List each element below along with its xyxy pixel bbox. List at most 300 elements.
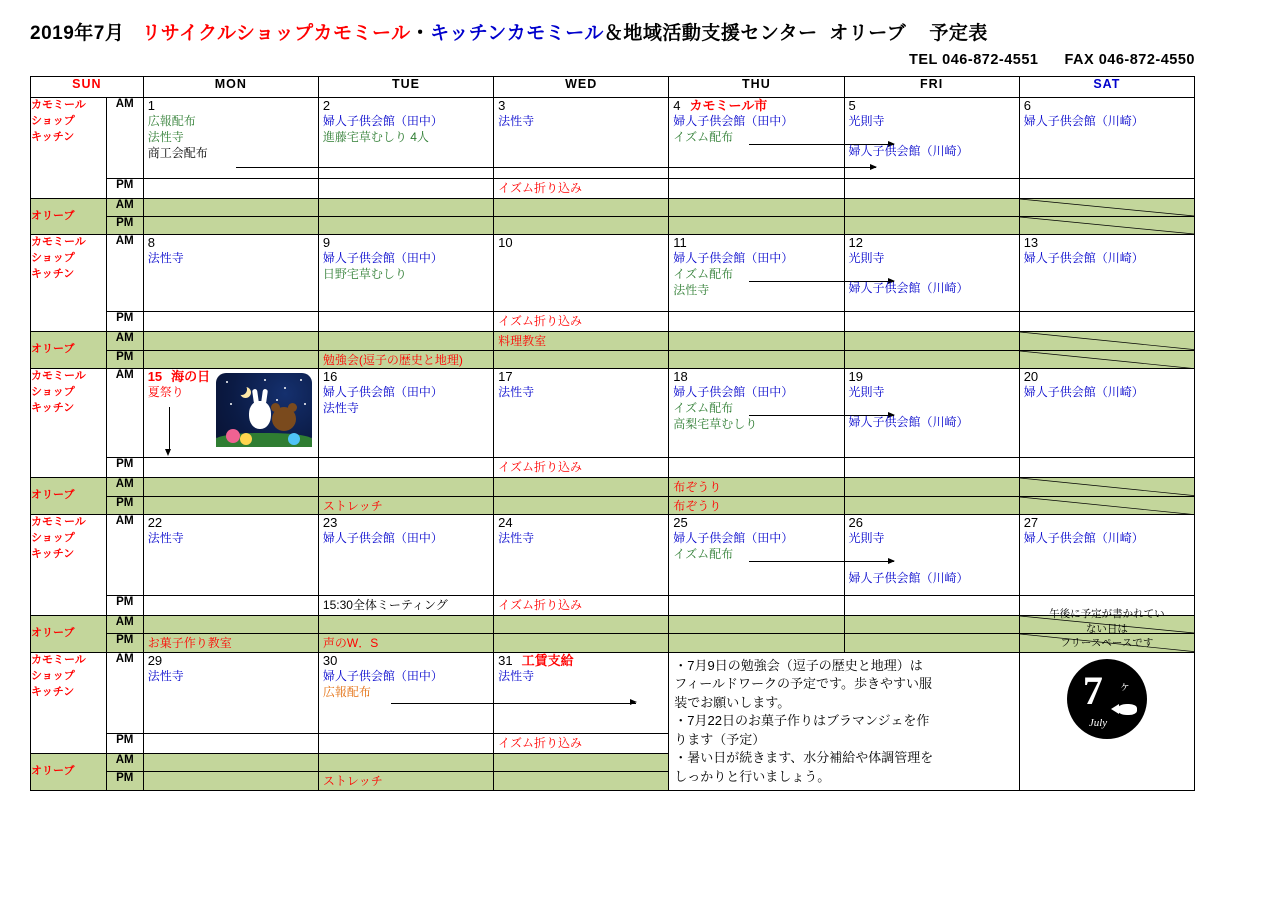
bear-icon bbox=[272, 407, 296, 431]
pm-cell bbox=[318, 733, 493, 753]
day-number: 5 bbox=[848, 98, 856, 113]
event-item bbox=[494, 772, 668, 774]
ampm-am: AM bbox=[106, 515, 143, 596]
event-item bbox=[845, 312, 1019, 314]
event-item bbox=[319, 478, 493, 480]
day-number: 11 bbox=[673, 235, 687, 250]
olive-cell bbox=[844, 199, 1019, 217]
event-item: 婦人子供会館（田中） bbox=[322, 250, 443, 265]
event-item: イズム折り込み bbox=[498, 598, 582, 613]
event-list bbox=[845, 114, 1019, 160]
event-item: イズム折り込み bbox=[498, 314, 582, 328]
ampm-pm: PM bbox=[106, 496, 143, 515]
olive-cell bbox=[143, 616, 318, 634]
pm-cell bbox=[669, 596, 844, 616]
ampm-pm: PM bbox=[106, 217, 143, 235]
ampm-pm: PM bbox=[106, 771, 143, 790]
day-cell-9 bbox=[318, 235, 493, 312]
schedule-table bbox=[30, 76, 1195, 791]
event-item bbox=[669, 351, 843, 353]
event-item: 婦人子供会館（川崎） bbox=[1023, 250, 1144, 265]
day-cell-19 bbox=[844, 369, 1019, 458]
day-number: 24 bbox=[498, 515, 513, 531]
column-header-sat: SAT bbox=[1019, 77, 1194, 98]
olive-cell-unavailable bbox=[1019, 332, 1194, 351]
event-item bbox=[845, 634, 1019, 636]
event-item: イズム配布 bbox=[673, 547, 734, 562]
day-number: 30 bbox=[322, 652, 338, 668]
event-item bbox=[669, 312, 843, 314]
olive-cell bbox=[844, 616, 1019, 634]
day-number: 9 bbox=[322, 235, 331, 250]
event-item bbox=[494, 497, 668, 499]
july-badge-panel bbox=[1019, 607, 1194, 790]
olive-cell bbox=[844, 332, 1019, 351]
day-number: 19 bbox=[848, 369, 863, 385]
day-number-value: 4 bbox=[673, 98, 681, 113]
ampm-am: AM bbox=[106, 616, 143, 634]
event-item: ストレッチ bbox=[322, 773, 383, 788]
event-item bbox=[1020, 458, 1194, 460]
ampm-pm: PM bbox=[106, 458, 143, 478]
pm-cell bbox=[494, 596, 669, 616]
day-number-value: 15 bbox=[147, 369, 163, 385]
day-number: 27 bbox=[1023, 515, 1039, 531]
olive-cell bbox=[669, 634, 844, 653]
event-item bbox=[669, 179, 843, 181]
olive-cell bbox=[494, 771, 669, 790]
table-row bbox=[31, 312, 1195, 332]
event-item: 婦人子供会館（川崎） bbox=[848, 143, 969, 158]
pm-cell bbox=[143, 458, 318, 478]
pm-cell bbox=[494, 312, 669, 332]
event-item: 婦人子供会館（川崎） bbox=[848, 415, 969, 430]
olive-cell bbox=[143, 496, 318, 515]
row-label-olive: オリーブ bbox=[31, 332, 107, 369]
olive-cell bbox=[318, 217, 493, 235]
olive-cell bbox=[143, 753, 318, 771]
event-item bbox=[319, 217, 493, 219]
title-doctype: 予定表 bbox=[929, 23, 988, 44]
pm-cell bbox=[143, 733, 318, 753]
diagonal-slash-icon bbox=[1020, 351, 1194, 369]
event-item bbox=[319, 458, 493, 460]
event-item bbox=[845, 217, 1019, 219]
table-row bbox=[31, 458, 1195, 478]
event-item: 婦人子供会館（田中） bbox=[673, 385, 794, 400]
title-org1: リサイクルショップカモミール bbox=[141, 23, 411, 44]
event-list bbox=[845, 385, 1019, 431]
column-header-thu: THU bbox=[669, 77, 844, 98]
event-list bbox=[494, 531, 668, 547]
day-cell-25 bbox=[669, 515, 844, 596]
event-list bbox=[319, 114, 493, 146]
note-line: 午後に予定が書かれてい bbox=[1049, 607, 1165, 620]
column-header-sun: SUN bbox=[31, 77, 144, 98]
day-cell-4 bbox=[669, 98, 844, 179]
event-list bbox=[1020, 251, 1194, 267]
ampm-pm: PM bbox=[106, 596, 143, 616]
olive-cell bbox=[494, 217, 669, 235]
badge-month-en: July bbox=[1088, 716, 1108, 729]
olive-cell bbox=[494, 616, 669, 634]
lantern-icon bbox=[288, 433, 300, 445]
day-cell-11 bbox=[669, 235, 844, 312]
event-item bbox=[1020, 596, 1194, 598]
olive-cell bbox=[844, 217, 1019, 235]
day-number: 13 bbox=[1023, 235, 1039, 250]
olive-cell bbox=[318, 199, 493, 217]
summer-festival-illustration bbox=[216, 373, 312, 447]
diagonal-slash-icon bbox=[1020, 332, 1194, 350]
event-item bbox=[319, 734, 493, 736]
event-list bbox=[669, 114, 843, 146]
contact-info bbox=[909, 52, 1195, 68]
column-header-wed: WED bbox=[494, 77, 669, 98]
column-header-tue: TUE bbox=[318, 77, 493, 98]
day-cell-26 bbox=[844, 515, 1019, 596]
note-line: フリースペースです bbox=[1060, 637, 1154, 650]
event-list bbox=[669, 385, 843, 433]
event-item: 法性寺 bbox=[498, 531, 535, 546]
olive-cell bbox=[318, 753, 493, 771]
diagonal-slash-icon bbox=[1020, 199, 1194, 216]
diagonal-slash-icon bbox=[1020, 478, 1194, 496]
column-header-fri: FRI bbox=[844, 77, 1019, 98]
olive-cell bbox=[494, 634, 669, 653]
olive-cell bbox=[318, 478, 493, 497]
table-row bbox=[31, 369, 1195, 458]
event-item bbox=[319, 616, 493, 618]
day-cell-1 bbox=[143, 98, 318, 179]
ampm-am: AM bbox=[106, 369, 143, 458]
event-item bbox=[669, 199, 843, 201]
day-cell-29 bbox=[143, 652, 318, 733]
event-list bbox=[669, 531, 843, 563]
day-cell-27 bbox=[1019, 515, 1194, 596]
event-item bbox=[144, 734, 318, 736]
title-org4: オリーブ bbox=[829, 23, 907, 44]
event-item bbox=[319, 179, 493, 181]
event-item bbox=[144, 772, 318, 774]
note-line: ・暑い日が続きます、水分補給や体調管理を bbox=[674, 750, 934, 766]
ampm-am: AM bbox=[106, 753, 143, 771]
title-org3: ＆地域活動支援センター bbox=[603, 23, 818, 44]
diagonal-slash-icon bbox=[1020, 217, 1194, 234]
event-list bbox=[319, 385, 493, 417]
event-item bbox=[494, 478, 668, 480]
pm-cell bbox=[143, 179, 318, 199]
event-item bbox=[1020, 179, 1194, 181]
event-item bbox=[494, 351, 668, 353]
olive-cell bbox=[844, 350, 1019, 369]
diagonal-slash-icon bbox=[1020, 497, 1194, 515]
day-cell-22 bbox=[143, 515, 318, 596]
event-item: 光則寺 bbox=[848, 250, 885, 265]
ampm-am: AM bbox=[106, 652, 143, 733]
event-item: 婦人子供会館（田中） bbox=[673, 113, 794, 128]
pm-cell bbox=[143, 312, 318, 332]
telephone-number: TEL 046-872-4551 bbox=[909, 52, 1039, 68]
row-label-olive: オリーブ bbox=[31, 616, 107, 653]
day-number bbox=[669, 98, 843, 114]
event-item: 法性寺 bbox=[498, 385, 535, 400]
event-item: 高梨宅草むしり bbox=[673, 417, 758, 432]
lantern-icon bbox=[226, 429, 240, 443]
day-cell-10 bbox=[494, 235, 669, 312]
event-item bbox=[669, 596, 843, 598]
event-list bbox=[144, 531, 318, 547]
event-item: 法性寺 bbox=[498, 113, 535, 128]
event-item bbox=[845, 596, 1019, 598]
event-item bbox=[319, 332, 493, 334]
event-item: 婦人子供会館（田中） bbox=[322, 531, 443, 546]
pm-cell bbox=[318, 179, 493, 199]
olive-cell bbox=[494, 199, 669, 217]
event-item bbox=[144, 217, 318, 219]
olive-cell bbox=[143, 350, 318, 369]
span-arrow-down bbox=[169, 407, 170, 449]
ampm-pm: PM bbox=[106, 350, 143, 369]
pm-cell bbox=[669, 179, 844, 199]
day-cell-6 bbox=[1019, 98, 1194, 179]
row-label-olive: オリーブ bbox=[31, 478, 107, 515]
event-list bbox=[319, 669, 493, 701]
pm-cell bbox=[318, 312, 493, 332]
ampm-pm: PM bbox=[106, 312, 143, 332]
day-number: 25 bbox=[673, 515, 688, 531]
fax-number: FAX 046-872-4550 bbox=[1064, 52, 1195, 68]
olive-cell bbox=[844, 478, 1019, 497]
event-item bbox=[144, 458, 318, 460]
event-item: 料理教室 bbox=[498, 334, 547, 348]
event-item bbox=[144, 754, 318, 756]
whale-icon bbox=[1117, 704, 1137, 715]
pm-cell bbox=[494, 733, 669, 753]
notes-panel bbox=[669, 652, 1019, 790]
lantern-icon bbox=[240, 433, 252, 445]
event-item bbox=[144, 179, 318, 181]
event-list bbox=[144, 669, 318, 685]
ampm-am: AM bbox=[106, 199, 143, 217]
event-item: お菓子作り教室 bbox=[147, 636, 232, 651]
olive-cell bbox=[669, 350, 844, 369]
pm-cell bbox=[494, 458, 669, 478]
event-list bbox=[319, 531, 493, 547]
pm-cell bbox=[669, 458, 844, 478]
event-item bbox=[669, 217, 843, 219]
event-list bbox=[319, 251, 493, 283]
event-list bbox=[144, 114, 318, 162]
event-item: 布ぞうり bbox=[673, 498, 722, 513]
event-item: 婦人子供会館（川崎） bbox=[1023, 113, 1144, 128]
event-item: イズム配布 bbox=[673, 129, 734, 144]
olive-cell bbox=[318, 634, 493, 653]
event-item: 婦人子供会館（川崎） bbox=[1023, 531, 1144, 546]
holiday-label: 海の日 bbox=[171, 369, 211, 385]
event-item: 法性寺 bbox=[322, 401, 359, 416]
event-item bbox=[494, 754, 668, 756]
day-cell-18 bbox=[669, 369, 844, 458]
day-cell-31 bbox=[494, 652, 669, 733]
event-item bbox=[144, 616, 318, 618]
moon-icon bbox=[236, 384, 247, 395]
note-line: フィールドワークの予定です。歩きやすい服 bbox=[674, 676, 932, 692]
note-line: ・7月22日のお菓子作りはブラマンジェを作 bbox=[674, 713, 930, 729]
event-item: 婦人子供会館（田中） bbox=[322, 668, 443, 683]
notes-text bbox=[669, 653, 1018, 786]
holiday-label: 工賃支給 bbox=[521, 652, 574, 668]
event-item: イズム配布 bbox=[673, 401, 734, 416]
pm-cell bbox=[1019, 312, 1194, 332]
event-item bbox=[845, 179, 1019, 181]
event-item: ストレッチ bbox=[322, 498, 383, 513]
july-circle-logo bbox=[1067, 659, 1147, 739]
olive-cell bbox=[669, 199, 844, 217]
day-cell-2 bbox=[318, 98, 493, 179]
table-row bbox=[31, 350, 1195, 369]
event-item bbox=[494, 634, 668, 636]
olive-cell bbox=[143, 217, 318, 235]
title-date: 2019年7月 bbox=[30, 23, 125, 44]
table-row bbox=[31, 332, 1195, 351]
olive-cell bbox=[494, 332, 669, 351]
day-number: 20 bbox=[1023, 369, 1039, 385]
row-label-chamomile: カモミール ショップ キッチン bbox=[31, 235, 107, 332]
event-item: 勉強会(逗子の歴史と地理) bbox=[322, 352, 463, 367]
pm-cell bbox=[669, 312, 844, 332]
event-item: 日野宅草むしり bbox=[322, 266, 407, 281]
table-row bbox=[31, 496, 1195, 515]
event-list bbox=[845, 251, 1019, 297]
title-sep: ・ bbox=[410, 23, 431, 44]
day-cell-15 bbox=[143, 369, 318, 458]
olive-cell bbox=[494, 753, 669, 771]
ampm-am: AM bbox=[106, 98, 143, 179]
day-cell-3 bbox=[494, 98, 669, 179]
event-list bbox=[1020, 531, 1194, 547]
event-item: 婦人子供会館（田中） bbox=[322, 113, 443, 128]
event-item: 婦人子供会館（川崎） bbox=[1023, 385, 1144, 400]
day-cell-16 bbox=[318, 369, 493, 458]
page-title bbox=[30, 18, 988, 45]
olive-cell bbox=[669, 332, 844, 351]
event-item bbox=[845, 616, 1019, 618]
olive-cell bbox=[669, 478, 844, 497]
day-cell-17 bbox=[494, 369, 669, 458]
event-item bbox=[845, 497, 1019, 499]
ampm-pm: PM bbox=[106, 634, 143, 653]
event-item: 法性寺 bbox=[147, 250, 184, 265]
event-item: 布ぞうり bbox=[673, 480, 722, 495]
row-label-chamomile: カモミール ショップ キッチン bbox=[31, 98, 107, 199]
event-item bbox=[494, 217, 668, 219]
event-list bbox=[494, 385, 668, 401]
event-item bbox=[669, 332, 843, 334]
event-item bbox=[144, 199, 318, 201]
event-item bbox=[144, 332, 318, 334]
day-cell-5 bbox=[844, 98, 1019, 179]
olive-cell bbox=[844, 496, 1019, 515]
olive-cell bbox=[669, 616, 844, 634]
day-number: 1 bbox=[147, 98, 155, 113]
olive-cell-unavailable bbox=[1019, 217, 1194, 235]
event-item bbox=[845, 199, 1019, 201]
day-number: 10 bbox=[498, 235, 513, 250]
table-row bbox=[31, 235, 1195, 312]
day-cell-12 bbox=[844, 235, 1019, 312]
day-number: 23 bbox=[322, 515, 338, 531]
event-item bbox=[845, 478, 1019, 480]
event-item bbox=[669, 616, 843, 618]
olive-cell bbox=[143, 634, 318, 653]
title-org2: キッチンカモミール bbox=[430, 23, 604, 44]
table-row bbox=[31, 179, 1195, 199]
day-number: 3 bbox=[498, 98, 506, 113]
event-list bbox=[669, 251, 843, 299]
day-number bbox=[494, 653, 668, 669]
event-item: 広報配布 bbox=[147, 113, 196, 128]
day-cell-30 bbox=[318, 652, 493, 733]
row-label-chamomile: カモミール ショップ キッチン bbox=[31, 515, 107, 616]
day-number: 18 bbox=[673, 369, 688, 385]
olive-cell bbox=[143, 478, 318, 497]
table-row bbox=[31, 515, 1195, 596]
event-item: 婦人子供会館（田中） bbox=[673, 531, 794, 546]
olive-cell bbox=[143, 199, 318, 217]
pm-cell bbox=[1019, 458, 1194, 478]
day-number: 22 bbox=[147, 515, 163, 531]
event-list bbox=[144, 251, 318, 267]
table-row bbox=[31, 652, 1195, 733]
olive-cell-unavailable bbox=[1019, 350, 1194, 369]
event-item bbox=[669, 458, 843, 460]
day-cell-23 bbox=[318, 515, 493, 596]
olive-cell-unavailable bbox=[1019, 478, 1194, 497]
day-number: 12 bbox=[848, 235, 863, 250]
table-row bbox=[31, 217, 1195, 235]
ampm-pm: PM bbox=[106, 733, 143, 753]
day-number: 6 bbox=[1023, 98, 1031, 113]
day-cell-24 bbox=[494, 515, 669, 596]
event-item: 法性寺 bbox=[147, 129, 184, 144]
pm-cell bbox=[844, 458, 1019, 478]
olive-cell bbox=[669, 496, 844, 515]
event-item: イズム折り込み bbox=[498, 460, 582, 475]
event-item bbox=[1020, 312, 1194, 314]
event-item bbox=[144, 312, 318, 314]
event-item bbox=[319, 199, 493, 201]
day-number: 17 bbox=[498, 369, 513, 385]
note-line: ります（予定） bbox=[674, 731, 766, 747]
event-item: 婦人子供会館（川崎） bbox=[848, 571, 969, 586]
event-item: 婦人子供会館（川崎） bbox=[848, 280, 969, 295]
event-item: 婦人子供会館（田中） bbox=[322, 385, 443, 400]
event-item: 法性寺 bbox=[673, 282, 710, 297]
event-item: 法性寺 bbox=[498, 668, 535, 683]
event-item: 光則寺 bbox=[848, 531, 885, 546]
event-list bbox=[494, 114, 668, 130]
event-item bbox=[144, 497, 318, 499]
event-item: 法性寺 bbox=[147, 668, 184, 683]
event-list bbox=[845, 531, 1019, 587]
note-line: ・7月9日の勉強会（逗子の歴史と地理）は bbox=[674, 657, 923, 673]
event-item bbox=[144, 478, 318, 480]
olive-cell bbox=[318, 496, 493, 515]
day-number: 16 bbox=[322, 369, 338, 385]
event-item bbox=[144, 351, 318, 353]
row-label-olive: オリーブ bbox=[31, 753, 107, 790]
